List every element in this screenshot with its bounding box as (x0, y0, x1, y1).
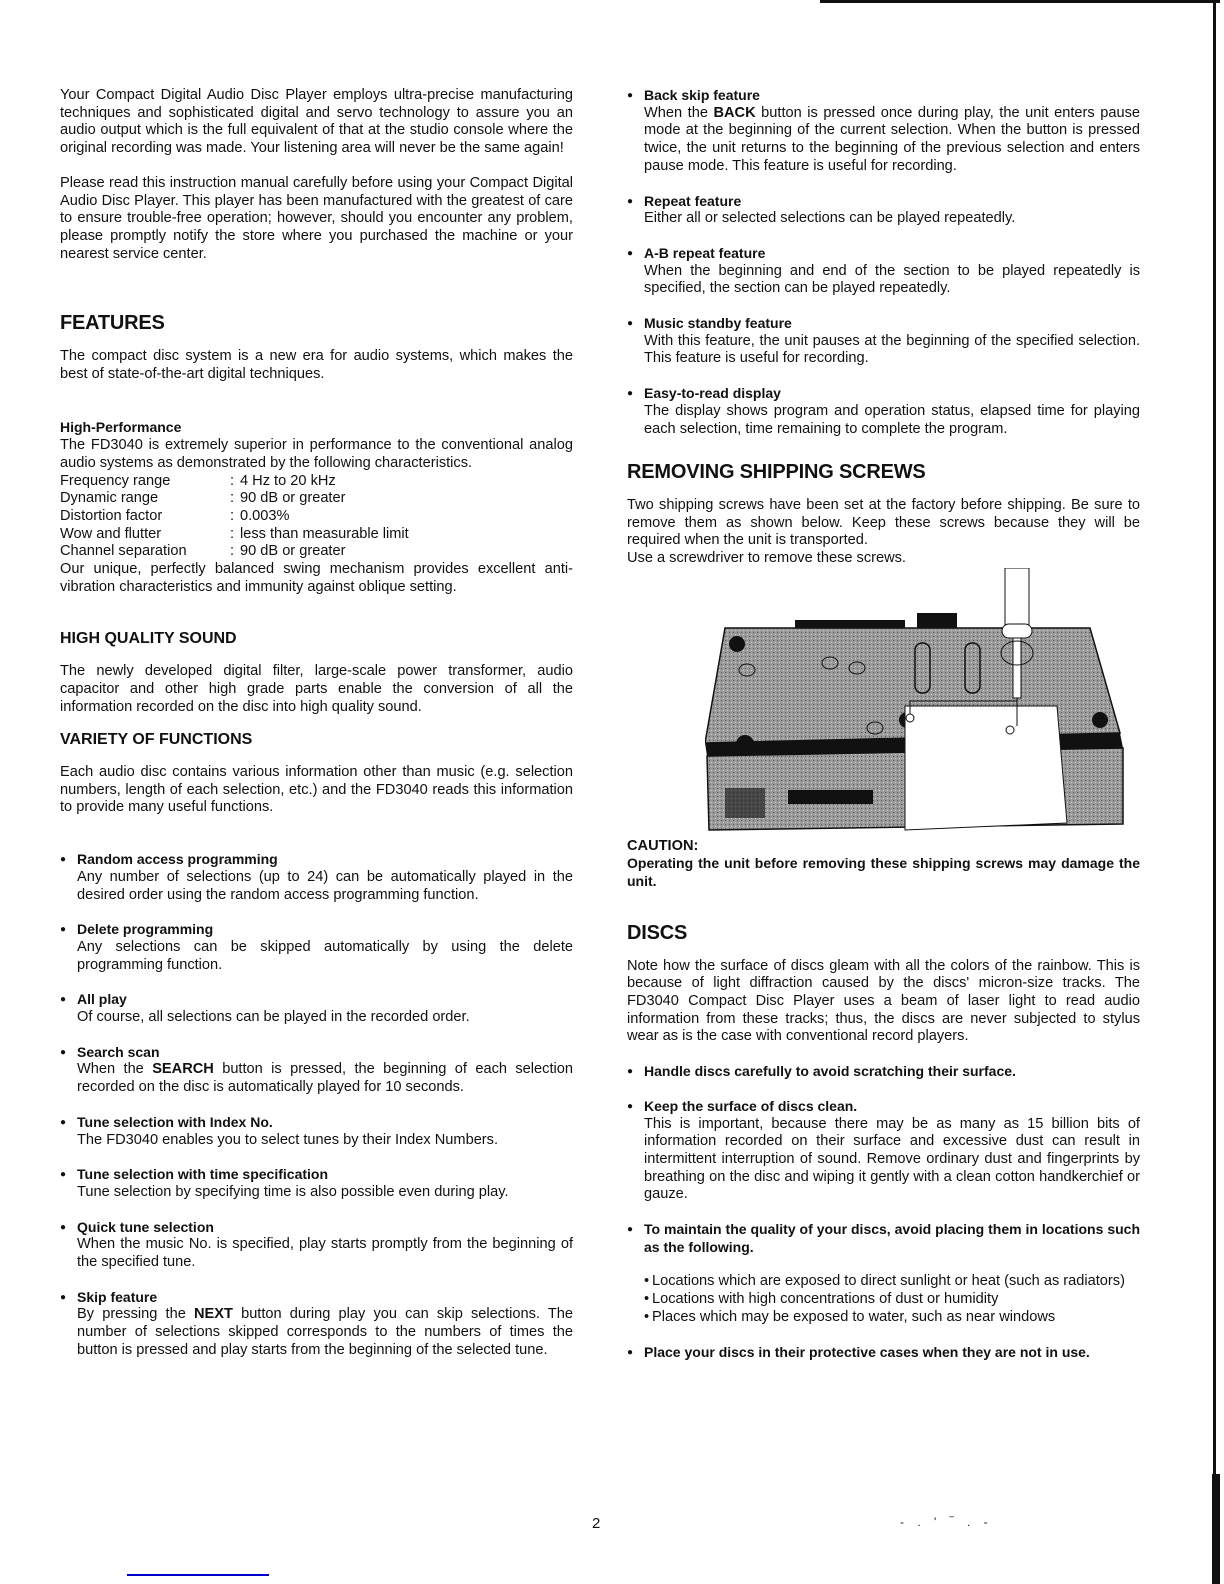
shipping-screws-heading: REMOVING SHIPPING SCREWS (627, 461, 926, 484)
feature-desc: The display shows program and operation status, elapsed time for playing each selection, time remaining to complete the program. (644, 402, 1140, 437)
desc-text: button is pressed once during play, the unit enters pause mode at the beginning of the current selection. When the button is pressed twice, the unit returns to the beginning of the previous selection and enters pause mode. This feature is useful for recording. (644, 104, 1140, 174)
feature-desc: With this feature, the unit pauses at the beginning of the specified selection. This feature is useful for recording. (644, 332, 1140, 367)
feature-item (627, 193, 1140, 228)
spec-table (60, 473, 573, 562)
disc-tip-clean (627, 1098, 1140, 1204)
feature-title: ● Random access programming (77, 851, 278, 868)
feature-title: ● Quick tune selection (77, 1218, 214, 1235)
disc-tip-text: ● Place your discs in their protective cases when they are not in use. (644, 1343, 1090, 1360)
cd-player-screwdriver-illustration (705, 568, 1135, 836)
high-quality-sound-heading: HIGH QUALITY SOUND (60, 630, 237, 648)
scan-specks: - . ' ‾ . - (900, 1515, 993, 1529)
button-name-next: NEXT (193, 1306, 233, 1323)
spec-value: 90 dB or greater (240, 543, 346, 560)
button-name-search: SEARCH (152, 1061, 214, 1078)
feature-item (627, 245, 1140, 298)
discs-heading: DISCS (627, 921, 688, 944)
high-performance-heading: High-Performance (60, 419, 182, 436)
intro-paragraph-1: Your Compact Digital Audio Disc Player employs ultra-precise manufacturing techniques and sophisticated digital and servo technology to assure you an audio output which is the full equivalent of that at the studio console where the original recording was made. Your listening area will never be the same again! (60, 87, 573, 157)
feature-item (60, 1219, 573, 1272)
high-performance-text: The FD3040 is extremely superior in performance to the conventional analog audio systems as demonstrated by the following characteristics. (60, 437, 573, 471)
right-column (627, 87, 1140, 1361)
scan-artifact-line (127, 1574, 269, 1576)
feature-desc: Of course, all selections can be played in the recorded order. (77, 1009, 470, 1026)
disc-tip-text: ● To maintain the quality of your discs, avoid placing them in locations such as the following. (644, 1221, 1140, 1255)
disc-tip-desc: This is important, because there may be as many as 15 billion bits of information recorded on their surface and excessive dust can result in intermittent interruption of sound. Remove ordinary dust and fingerprints by breathing on the disc and wiping it gently with a clean cotton handkerchief or gauze. (644, 1115, 1140, 1203)
feature-desc: When the music No. is specified, play starts promptly from the beginning of the specified tune. (77, 1236, 573, 1271)
shipping-screws-text: Two shipping screws have been set at the factory before shipping. Be sure to remove them as shown below. Keep these screws because they will be required when the unit is transported. (627, 496, 1140, 549)
disc-tip-maintain (627, 1221, 1140, 1256)
variety-text: Each audio disc contains various information other than music (e.g. selection numbers, length of each selection, etc.) and the FD3040 reads this information to provide many useful functions. (60, 763, 573, 816)
spec-label: Wow and flutter (60, 525, 162, 542)
feature-desc: Tune selection by specifying time is also possible even during play. (77, 1183, 509, 1200)
disc-tip-handle (627, 1063, 1140, 1081)
feature-desc: Either all or selected selections can be played repeatedly. (644, 210, 1016, 227)
location-item: • Places which may be exposed to water, such as near windows (644, 1309, 1140, 1327)
shipping-screws-instruction: Use a screwdriver to remove these screws. (627, 550, 906, 567)
feature-desc: The FD3040 enables you to select tunes by their Index Numbers. (77, 1131, 499, 1148)
spec-label: Frequency range (60, 472, 171, 489)
feature-item (627, 315, 1140, 368)
feature-desc (77, 1061, 573, 1096)
location-item: • Locations which are exposed to direct sunlight or heat (such as radiators) (644, 1273, 1140, 1291)
feature-item (60, 1114, 573, 1149)
cd-player-icon (705, 568, 1135, 836)
discs-text: Note how the surface of discs gleam with all the colors of the rainbow. This is because of light diffraction caused by the discs' micron-size tracks. The FD3040 Compact Disc Player uses a beam of laser light to read audio information from these tracks; thus, the discs are never subjected to stylus wear as is the case with conventional record players. (627, 957, 1140, 1045)
spec-value: 0.003% (240, 507, 290, 524)
desc-text: button during play you can skip selections. The number of selections skipped corresponds to the numbers of times the button is pressed and play starts from the beginning of the selected tune. (77, 1306, 573, 1358)
locations-list (627, 1273, 1140, 1326)
feature-title: ● Back skip feature (644, 87, 760, 103)
features-intro: The compact disc system is a new era for audio systems, which makes the best of state-of-the-art digital techniques. (60, 348, 573, 382)
feature-item (60, 851, 573, 904)
feature-desc (77, 1306, 573, 1359)
feature-item (627, 87, 1140, 176)
feature-title: ● Repeat feature (644, 192, 742, 209)
spec-sep: : (230, 490, 235, 507)
feature-title: ● Tune selection with Index No. (77, 1113, 273, 1130)
features-heading: FEATURES (60, 312, 165, 335)
spec-label: Channel separation (60, 543, 187, 560)
feature-title: ● All play (77, 991, 127, 1008)
spec-sep: : (230, 507, 235, 524)
page-number: 2 (592, 1515, 601, 1532)
spec-sep: : (230, 543, 235, 560)
feature-title: ● Skip feature (77, 1288, 158, 1305)
caution-label: CAUTION: (627, 837, 699, 854)
feature-title: ● Tune selection with time specification (77, 1166, 329, 1183)
intro-paragraph-2: Please read this instruction manual carefully before using your Compact Digital Audio Disc Player. This player has been manufactured with the greatest of care to ensure trouble-free operation; however, should you encounter any problem, please promptly notify the store where you purchased the machine or your nearest service center. (60, 174, 573, 262)
desc-text: When the (644, 104, 714, 121)
spec-sep: : (230, 525, 235, 542)
spec-label: Distortion factor (60, 507, 163, 524)
feature-desc: Any number of selections (up to 24) can be automatically played in the desired order using the random access programming function. (77, 868, 573, 903)
left-column (60, 87, 573, 1360)
spec-label: Dynamic range (60, 490, 159, 507)
button-name-back: BACK (713, 104, 756, 121)
feature-item (60, 921, 573, 974)
spec-value: less than measurable limit (240, 525, 409, 542)
spec-sep: : (230, 472, 235, 489)
disc-tip-text: ● Handle discs carefully to avoid scratching their surface. (644, 1063, 1016, 1080)
location-item: • Locations with high concentrations of dust or humidity (644, 1291, 1140, 1309)
variety-heading: VARIETY OF FUNCTIONS (60, 731, 253, 749)
disc-tip-title: ● Keep the surface of discs clean. (644, 1097, 858, 1114)
feature-item (60, 1166, 573, 1201)
feature-title: ● Music standby feature (644, 315, 792, 332)
spec-value: 90 dB or greater (240, 490, 346, 507)
feature-item (60, 991, 573, 1026)
feature-desc: Any selections can be skipped automatically by using the delete programming function. (77, 938, 573, 973)
spec-value: 4 Hz to 20 kHz (240, 472, 336, 489)
page-border-right (1213, 0, 1216, 1584)
caution-text: Operating the unit before removing these shipping screws may damage the unit. (627, 855, 1140, 890)
feature-title: ● Delete programming (77, 921, 214, 938)
feature-item (60, 1044, 573, 1097)
feature-desc (644, 105, 1140, 176)
feature-title: ● Easy-to-read display (644, 385, 781, 402)
page-binding-edge (1212, 1474, 1220, 1584)
feature-item (627, 385, 1140, 438)
feature-title: ● Search scan (77, 1043, 160, 1060)
high-quality-sound-text: The newly developed digital filter, large-scale power transformer, audio capacitor and other high grade parts enable the conversion of all the information recorded on the disc into high quality sound. (60, 663, 573, 715)
disc-tip-cases (627, 1344, 1140, 1362)
feature-title: ● A-B repeat feature (644, 244, 766, 261)
feature-item (60, 1289, 573, 1360)
desc-text: By pressing the (77, 1306, 194, 1323)
feature-desc: When the beginning and end of the section to be played repeatedly is specified, the section can be played repeatedly. (644, 262, 1140, 297)
desc-text: button is pressed, the beginning of each selection recorded on the disc is automatically played for 10 seconds. (77, 1061, 573, 1096)
page-border-top (820, 0, 1220, 3)
desc-text: When the (77, 1061, 153, 1078)
high-performance-outro: Our unique, perfectly balanced swing mechanism provides excellent anti-vibration characteristics and immunity against oblique setting. (60, 561, 573, 595)
